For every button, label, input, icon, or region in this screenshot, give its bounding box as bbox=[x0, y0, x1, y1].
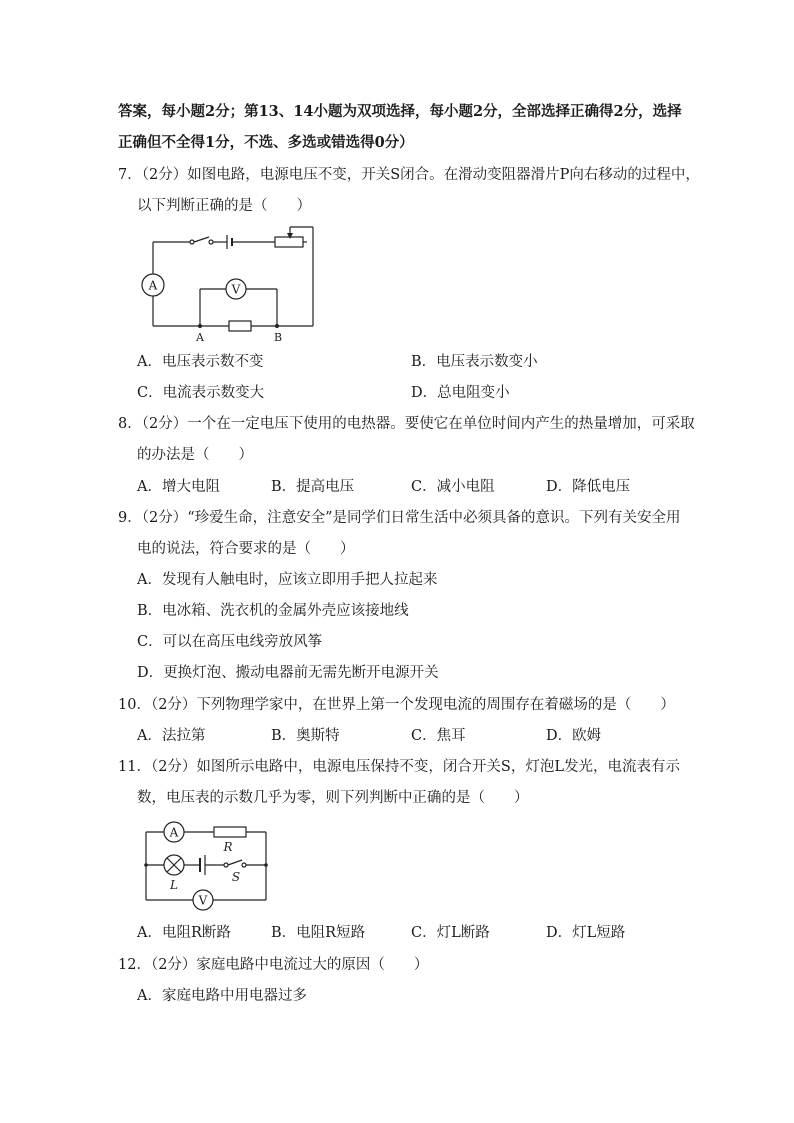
q8-option-b: B．提高电压 bbox=[271, 479, 355, 495]
q11-option-b: B．电阻R短路 bbox=[271, 925, 366, 941]
q11-ammeter-label: A bbox=[169, 825, 179, 840]
q11-option-c: C．灯L断路 bbox=[411, 925, 490, 941]
q7-point-a-label: A bbox=[196, 331, 204, 344]
q10-option-b: B．奥斯特 bbox=[271, 728, 340, 744]
q10-option-d: D．欧姆 bbox=[546, 728, 602, 744]
q9-option-d: D．更换灯泡、搬动电器前无需先断开电源开关 bbox=[137, 665, 439, 681]
q8-option-d: D．降低电压 bbox=[546, 479, 631, 495]
q10-option-c: C．焦耳 bbox=[411, 728, 466, 744]
q11-resistor-label: R bbox=[223, 840, 233, 854]
q7-option-a: A．电压表示数不变 bbox=[137, 354, 264, 370]
q11-option-d: D．灯L短路 bbox=[546, 925, 626, 941]
q9-option-c: C．可以在高压电线旁放风筝 bbox=[137, 634, 323, 650]
q10-stem-line-1: 10．（2分）下列物理学家中，在世界上第一个发现电流的周围存在着磁场的是（ ） bbox=[118, 697, 675, 713]
q7-stem-line-1: 7．（2分）如图电路，电源电压不变，开关S闭合。在滑动变阻器滑片P向右移动的过程中， bbox=[118, 167, 700, 183]
section-instruction-line-2: 正确但不全得1分，不选、多选或错选得0分） bbox=[118, 134, 414, 151]
q7-option-b: B．电压表示数变小 bbox=[411, 354, 538, 370]
q9-option-b: B．电冰箱、洗衣机的金属外壳应该接地线 bbox=[137, 603, 409, 619]
q11-option-a: A．电阻R断路 bbox=[137, 925, 231, 941]
q9-option-a: A．发现有人触电时，应该立即用手把人拉起来 bbox=[137, 572, 438, 588]
q7-stem-line-2: 以下判断正确的是（ ） bbox=[137, 198, 311, 214]
section-instruction-line-1: 答案，每小题2分；第13、14小题为双项选择，每小题2分，全部选择正确得2分，选择 bbox=[118, 103, 682, 120]
q7-ammeter-label: A bbox=[148, 278, 158, 293]
q12-option-a: A．家庭电路中用电器过多 bbox=[137, 988, 307, 1004]
q8-stem-line-2: 的办法是（ ） bbox=[137, 447, 253, 463]
q9-stem-line-1: 9．（2分）“珍爱生命，注意安全”是同学们日常生活中必须具备的意识。下列有关安全用 bbox=[118, 510, 681, 526]
q12-stem-line-1: 12．（2分）家庭电路中电流过大的原因（ ） bbox=[118, 957, 429, 973]
q11-lamp-label: L bbox=[170, 878, 178, 892]
q7-voltmeter-label: V bbox=[231, 282, 241, 297]
q11-voltmeter-label: V bbox=[198, 893, 208, 908]
q11-switch-label: S bbox=[231, 870, 241, 884]
q11-stem-line-2: 数，电压表的示数几乎为零，则下列判断中正确的是（ ） bbox=[137, 790, 529, 806]
q8-option-c: C．减小电阻 bbox=[411, 479, 495, 495]
q8-stem-line-1: 8．（2分）一个在一定电压下使用的电热器。要使它在单位时间内产生的热量增加，可采取 bbox=[118, 416, 695, 432]
q11-stem-line-1: 11．（2分）如图所示电路中，电源电压保持不变，闭合开关S，灯泡L发光，电流表有示 bbox=[118, 759, 680, 775]
q7-point-b-label: B bbox=[273, 331, 283, 344]
q7-option-c: C．电流表示数变大 bbox=[137, 385, 265, 401]
q7-circuit-diagram bbox=[135, 222, 325, 347]
q9-stem-line-2: 电的说法，符合要求的是（ ） bbox=[137, 541, 355, 557]
q11-circuit-diagram bbox=[138, 817, 276, 917]
q7-option-d: D．总电阻变小 bbox=[411, 385, 510, 401]
q8-option-a: A．增大电阻 bbox=[137, 479, 220, 495]
q10-option-a: A．法拉第 bbox=[137, 728, 206, 744]
